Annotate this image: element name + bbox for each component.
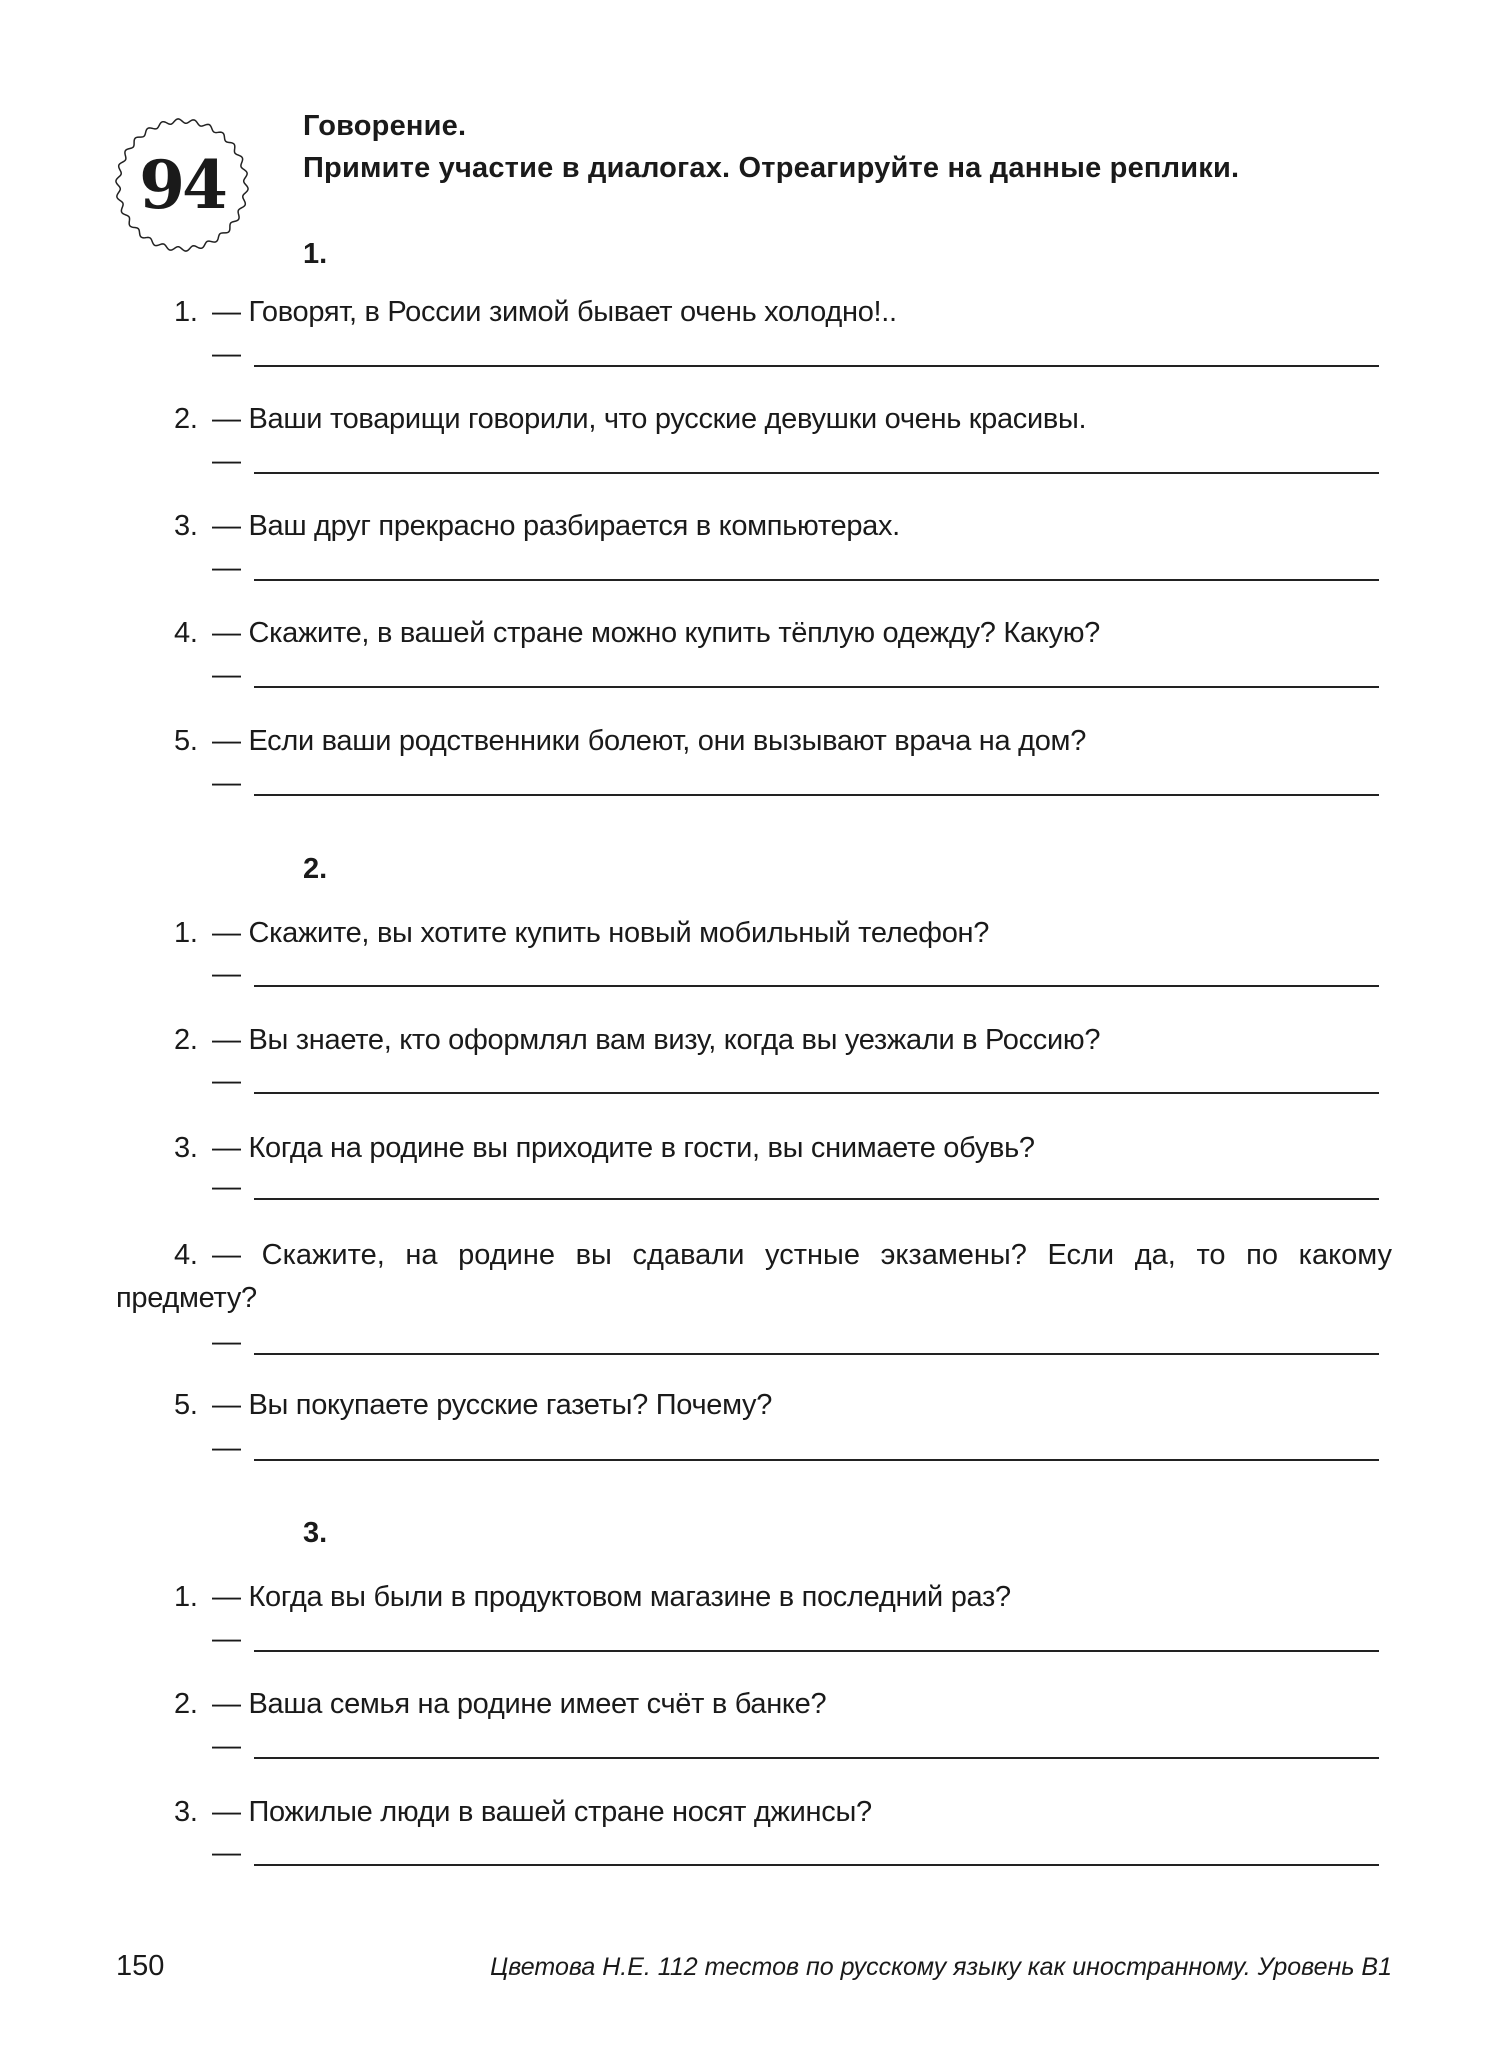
section-label: 1. bbox=[303, 238, 328, 270]
question-text: — Говорят, в России зимой бывает очень холодно!.. bbox=[212, 296, 897, 328]
question-text: — Ваша семья на родине имеет счёт в банке? bbox=[212, 1688, 827, 1720]
question-text: — Скажите, вы хотите купить новый мобильный телефон? bbox=[212, 917, 990, 949]
answer-dash: — bbox=[212, 1171, 241, 1203]
answer-line[interactable] bbox=[254, 985, 1379, 987]
question-number: 1. bbox=[174, 1581, 198, 1613]
question-text: — Скажите, на родине вы сдавали устные экзамены? Если да, то по какому bbox=[212, 1239, 1392, 1271]
answer-line[interactable] bbox=[254, 579, 1379, 581]
question-text: — Если ваши родственники болеют, они вызывают врача на дом? bbox=[212, 725, 1087, 757]
answer-dash: — bbox=[212, 1730, 241, 1762]
answer-line[interactable] bbox=[254, 1650, 1379, 1652]
answer-line[interactable] bbox=[254, 794, 1379, 796]
question-number: 5. bbox=[174, 725, 198, 757]
question-number: 1. bbox=[174, 917, 198, 949]
question-number: 3. bbox=[174, 1796, 198, 1828]
question-number: 2. bbox=[174, 1024, 198, 1056]
answer-dash: — bbox=[212, 767, 241, 799]
answer-line[interactable] bbox=[254, 472, 1379, 474]
section-label: 3. bbox=[303, 1517, 328, 1549]
answer-line[interactable] bbox=[254, 1459, 1379, 1461]
question-number: 1. bbox=[174, 296, 198, 328]
answer-dash: — bbox=[212, 1432, 241, 1464]
answer-dash: — bbox=[212, 1623, 241, 1655]
question-text: — Вы покупаете русские газеты? Почему? bbox=[212, 1389, 773, 1421]
answer-line[interactable] bbox=[254, 1198, 1379, 1200]
answer-dash: — bbox=[212, 958, 241, 990]
question-text: — Ваш друг прекрасно разбирается в компьютерах. bbox=[212, 510, 900, 542]
answer-line[interactable] bbox=[254, 1864, 1379, 1866]
footer-citation: Цветова Н.Е. 112 тестов по русскому языку как иностранному. Уровень В1 bbox=[490, 1953, 1392, 1981]
answer-line[interactable] bbox=[254, 686, 1379, 688]
question-number: 4. bbox=[174, 1239, 198, 1271]
answer-line[interactable] bbox=[254, 1092, 1379, 1094]
answer-line[interactable] bbox=[254, 365, 1379, 367]
exercise-number-badge bbox=[112, 115, 252, 255]
question-number: 4. bbox=[174, 617, 198, 649]
page-number: 150 bbox=[116, 1950, 165, 1982]
exercise-title: Говорение. bbox=[303, 110, 467, 142]
answer-dash: — bbox=[212, 552, 241, 584]
answer-dash: — bbox=[212, 659, 241, 691]
answer-dash: — bbox=[212, 1837, 241, 1869]
answer-dash: — bbox=[212, 338, 241, 370]
section-label: 2. bbox=[303, 853, 328, 885]
question-continuation: предмету? bbox=[116, 1282, 257, 1314]
question-number: 2. bbox=[174, 1688, 198, 1720]
question-text: — Ваши товарищи говорили, что русские девушки очень красивы. bbox=[212, 403, 1087, 435]
exercise-instruction: Примите участие в диалогах. Отреагируйте на данные реплики. bbox=[303, 152, 1240, 184]
question-number: 3. bbox=[174, 1132, 198, 1164]
question-text: — Пожилые люди в вашей стране носят джинсы? bbox=[212, 1796, 872, 1828]
exercise-number: 94 bbox=[139, 146, 225, 224]
question-text: — Скажите, в вашей стране можно купить тёплую одежду? Какую? bbox=[212, 617, 1100, 649]
question-number: 3. bbox=[174, 510, 198, 542]
question-text: — Когда вы были в продуктовом магазине в последний раз? bbox=[212, 1581, 1011, 1613]
answer-dash: — bbox=[212, 445, 241, 477]
answer-dash: — bbox=[212, 1065, 241, 1097]
answer-dash: — bbox=[212, 1326, 241, 1358]
answer-line[interactable] bbox=[254, 1757, 1379, 1759]
question-text: — Вы знаете, кто оформлял вам визу, когда вы уезжали в Россию? bbox=[212, 1024, 1101, 1056]
question-number: 5. bbox=[174, 1389, 198, 1421]
question-number: 2. bbox=[174, 403, 198, 435]
answer-line[interactable] bbox=[254, 1353, 1379, 1355]
question-text: — Когда на родине вы приходите в гости, вы снимаете обувь? bbox=[212, 1132, 1035, 1164]
